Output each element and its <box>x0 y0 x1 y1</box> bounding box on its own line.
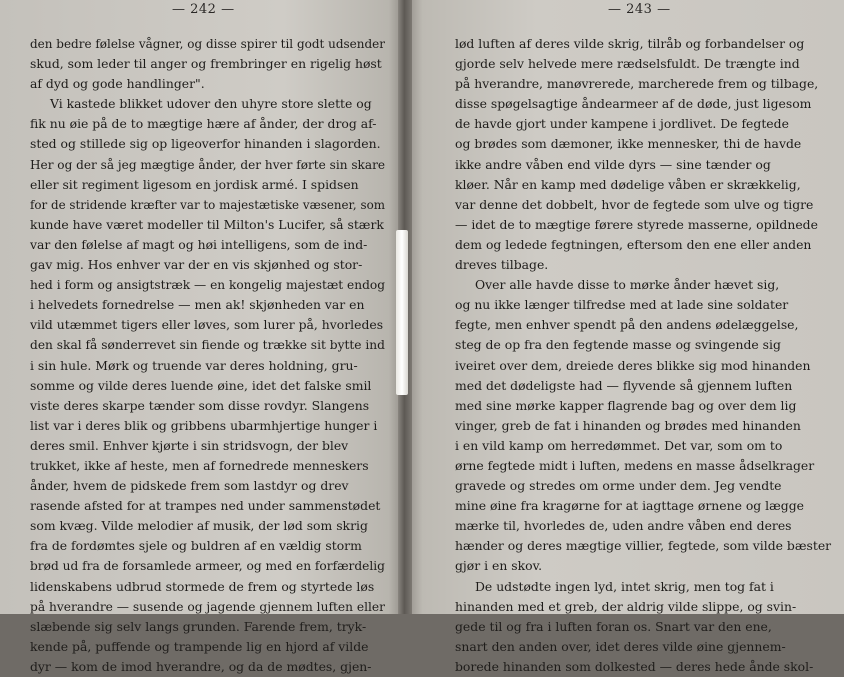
text-line: gede til og fra i luften foran os. Snart var den ene, <box>455 618 772 634</box>
text-line: ånder, hvem de pidskede frem som lastdyr og drev <box>30 478 349 494</box>
text-line: dem og ledede fegtningen, eftersom den ene eller anden <box>455 236 812 252</box>
text-line: borede hinanden som dolkested — deres hede ånde skol- <box>455 658 814 674</box>
text-line: lidenskabens udbrud stormede de frem og styrtede løs <box>30 578 375 594</box>
left-page <box>0 0 405 674</box>
text-line: brød ud fra de forsamlede armeer, og med en forfærdelig <box>30 558 385 574</box>
text-line: steg de op fra den fegtende masse og svingende sig <box>455 337 781 353</box>
text-line: og brødes som dæmoner, ikke mennesker, thi de havde <box>455 136 802 152</box>
text-line: hinanden med et greb, der aldrig vilde slippe, og svin- <box>455 598 797 614</box>
page-clip <box>396 230 408 395</box>
text-line: mine øine fra kragørne for at iagttage ørnene og lægge <box>455 498 804 514</box>
text-line: den skal få sønderrevet sin fiende og trække sit bytte ind <box>30 337 385 353</box>
text-line: somme og vilde deres luende øine, idet det falske smil <box>30 377 372 393</box>
text-line: Her og der så jeg mægtige ånder, der hver førte sin skare <box>30 156 386 172</box>
text-line: fra de fordømtes sjele og buldren af en vældig storm <box>30 538 362 554</box>
page-number-right: — 243 — <box>608 2 671 17</box>
text-line: på hverandre — susende og jagende gjennem luften eller <box>30 598 386 614</box>
text-line: Vi kastede blikket udover den uhyre store slette og <box>50 96 372 112</box>
text-line: viste deres skarpe tænder som disse rovdyr. Slangens <box>30 397 370 413</box>
text-line: som kvæg. Vilde melodier af musik, der lød som skrig <box>30 518 368 534</box>
text-line: var denne det dobbelt, hvor de fegtede som ulve og tigre <box>455 196 814 212</box>
text-line: deres smil. Enhver kjørte i sin stridsvogn, der blev <box>30 437 349 453</box>
text-line: rasende afsted for at trampes ned under sammenstødet <box>30 498 381 514</box>
text-line: med sine mørke kapper flagrende bag og over dem lig <box>455 397 797 413</box>
text-line: eller sit regiment ligesom en jordisk armé. I spidsen <box>30 176 359 192</box>
text-line: de havde gjort under kampene i jordlivet. De fegtede <box>455 116 789 132</box>
text-line: vinger, greb de fat i hinanden og brødes med hinanden <box>455 417 801 433</box>
text-line: på hverandre, manøvrerede, marcherede frem og tilbage, <box>455 76 819 92</box>
text-line: gjør i en skov. <box>455 558 543 574</box>
text-line: hed i form og ansigtstræk — en kongelig majestæt endog <box>30 277 385 293</box>
text-line: den bedre følelse vågner, og disse spirer til godt udsender <box>30 36 385 51</box>
text-line: med det dødeligste had — flyvende så gjennem luften <box>455 377 793 393</box>
text-line: gravede og stredes om orme under dem. Jeg vendte <box>455 478 782 494</box>
right-page <box>405 0 844 674</box>
text-line: dreves tilbage. <box>455 257 549 273</box>
text-line: i helvedets fornedrelse — men ak! skjønheden var en <box>30 297 365 313</box>
text-line: dyr — kom de imod hverandre, og da de mødtes, gjen- <box>30 658 372 674</box>
text-line: slæbende sig selv langs grunden. Farende frem, tryk- <box>30 618 367 634</box>
text-line: kende på, puffende og trampende lig en hjord af vilde <box>30 638 369 654</box>
page-number-left: — 242 — <box>172 2 235 17</box>
text-line: — idet de to mægtige førere styrede masserne, opildnede <box>455 216 818 232</box>
text-line: mærke til, hvorledes de, uden andre våben end deres <box>455 518 792 534</box>
text-line: vild utæmmet tigers eller løves, som lurer på, hvorledes <box>30 317 384 333</box>
text-line: i sin hule. Mørk og truende var deres holdning, gru- <box>30 357 358 373</box>
text-line: gav mig. Hos enhver var der en vis skjønhed og stor- <box>30 257 363 273</box>
right-page-text <box>455 34 837 677</box>
text-line: iveiret over dem, dreiede deres blikke sig mod hinanden <box>455 357 811 373</box>
left-page-text <box>30 34 385 677</box>
text-line: for de stridende kræfter var to majestætiske væsener, som <box>30 196 385 212</box>
text-line: fegte, men enhver spendt på den andens ødelæggelse, <box>455 317 799 333</box>
text-line: skud, som leder til anger og frembringer en rigelig høst <box>30 56 382 72</box>
text-line: og nu ikke længer tilfredse med at lade sine soldater <box>455 297 789 313</box>
text-line: var den følelse af magt og høi intelligens, som de ind- <box>30 236 368 252</box>
text-line: disse spøgelsagtige åndearmeer af de døde, just ligesom <box>455 96 812 112</box>
text-line: af dyd og gode handlinger". <box>30 76 205 92</box>
text-line: snart den anden over, idet deres vilde øine gjennem- <box>455 638 786 654</box>
text-line: ikke andre våben end vilde dyrs — sine tænder og <box>455 156 771 172</box>
text-line: lød luften af deres vilde skrig, tilråb og forbandelser og <box>455 36 805 51</box>
text-line: De udstødte ingen lyd, intet skrig, men tog fat i <box>475 578 774 594</box>
text-line: kløer. Når en kamp med dødelige våben er skrækkelig, <box>455 176 801 192</box>
text-line: kunde have været modeller til Milton's Lucifer, så stærk <box>30 216 384 232</box>
text-line: i en vild kamp om herredømmet. Det var, som om to <box>455 437 783 453</box>
text-line: gjorde selv helvede mere rædselsfuldt. De trængte ind <box>455 56 800 72</box>
text-line: trukket, ikke af heste, men af fornedrede menneskers <box>30 457 369 473</box>
text-line: Over alle havde disse to mørke ånder hævet sig, <box>475 277 780 293</box>
text-line: list var i deres blik og gribbens ubarmhjertige hunger i <box>30 417 378 433</box>
text-line: fik nu øie på de to mægtige hære af ånder, der drog af- <box>30 116 377 132</box>
text-line: ørne fegtede midt i luften, medens en masse ådselkrager <box>455 457 815 473</box>
text-line: sted og stillede sig op ligeoverfor hinanden i slagorden. <box>30 136 381 152</box>
text-line: hænder og deres mægtige villier, fegtede, som vilde bæster <box>455 538 832 554</box>
